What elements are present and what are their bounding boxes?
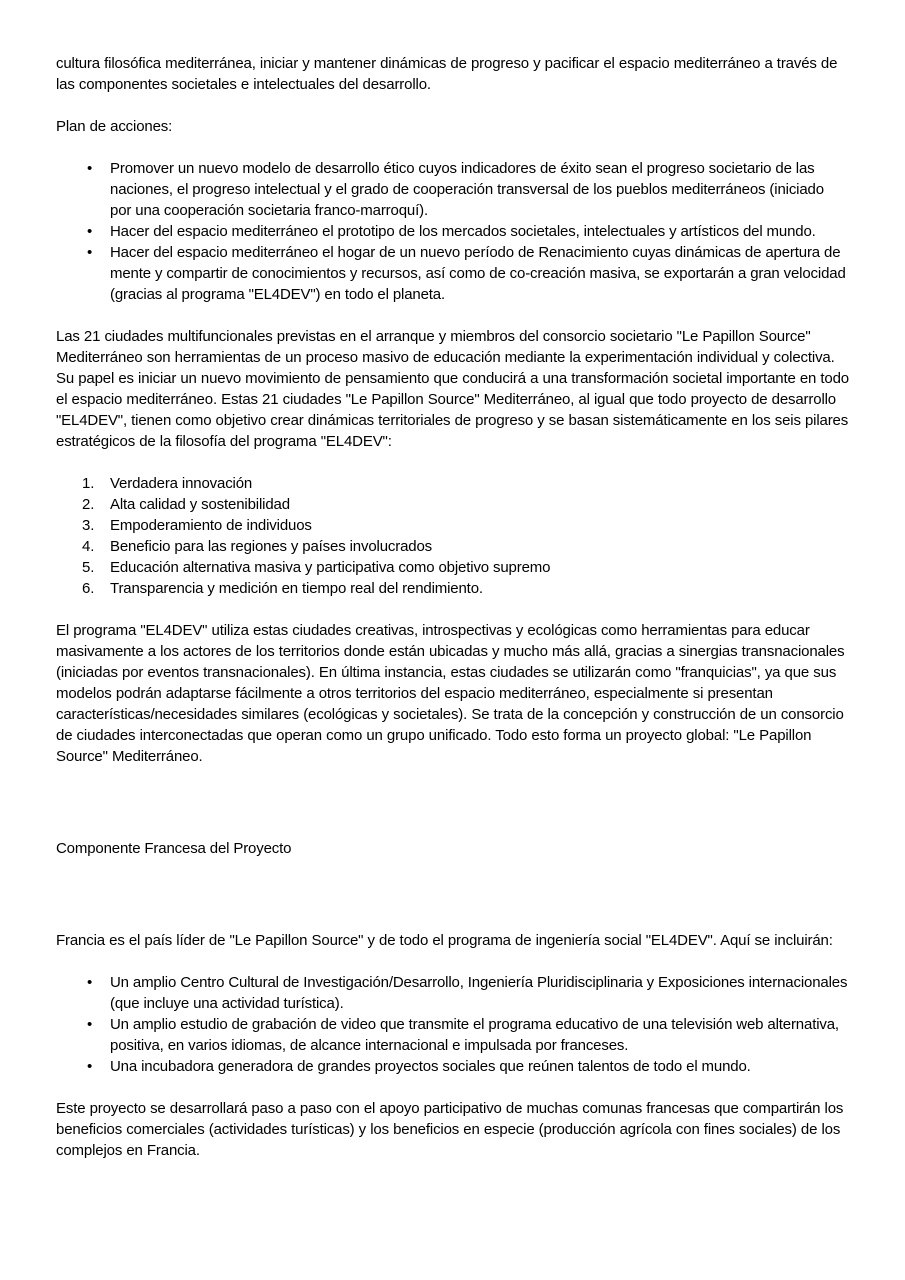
list-item-label: Beneficio para las regiones y países involucrados [110,538,433,555]
paragraph-francia-lider: Francia es el país líder de "Le Papillon Source" y de todo el programa de ingeniería social "EL4DEV". Aquí se incluirán: [56,932,833,949]
document-body [56,53,849,1161]
list-item [56,473,849,494]
list-item-label: Transparencia y medición en tiempo real del rendimiento. [110,580,483,597]
list-item [56,557,849,578]
list-item-label: Empoderamiento de individuos [110,517,312,534]
list-item [56,1014,849,1056]
list-item-number: 1. [82,475,95,492]
list-item-label: Una incubadora generadora de grandes proyectos sociales que reúnen talentos de todo el mundo. [110,1058,751,1075]
section-spacer [56,874,849,930]
paragraph-plan-de-acciones-label: Plan de acciones: [56,118,173,135]
list-item-label: Un amplio estudio de grabación de video que transmite el programa educativo de una televisión web alternativa, positiva, en varios idiomas, de alcance internacional e impulsada por franceses. [110,1016,839,1054]
paragraph-cierre: Este proyecto se desarrollará paso a paso con el apoyo participativo de muchas comunas francesas que compartirán los beneficios comerciales (actividades turísticas) y los beneficios en especie (producción agrícola con fines sociales) de los complejos en Francia. [56,1100,844,1159]
list-item [56,1056,849,1077]
list-item-label: Educación alternativa masiva y participativa como objetivo supremo [110,559,551,576]
section-spacer [56,767,849,823]
list-item-label: Promover un nuevo modelo de desarrollo ético cuyos indicadores de éxito sean el progreso societario de las naciones, el progreso intelectual y el grado de cooperación transversal de los pueblos mediterráneos (iniciado por una cooperación societaria franco-marroquí). [110,160,824,219]
paragraph-intro: cultura filosófica mediterránea, iniciar y mantener dinámicas de progreso y pacificar el espacio mediterráneo a través de las componentes societales e intelectuales del desarrollo. [56,55,838,93]
list-item-number: 6. [82,580,95,597]
paragraph-spacer [56,1077,849,1098]
paragraph-spacer [56,452,849,473]
list-item-label: Hacer del espacio mediterráneo el hogar de un nuevo período de Renacimiento cuyas dinámicas de apertura de mente y compartir de conocimientos y recursos, así como de co-creación masiva, se exportarán a gran velocidad (gracias al programa "EL4DEV") en todo el planeta. [110,244,846,303]
list-item-label: Alta calidad y sostenibilidad [110,496,290,513]
list-item [56,221,849,242]
list-item [56,972,849,1014]
bullet-icon: • [87,974,93,991]
list-item-label: Un amplio Centro Cultural de Investigación/Desarrollo, Ingeniería Pluridisciplinaria y Exposiciones internacionales (que incluye una actividad turística). [110,974,848,1012]
paragraph-spacer [56,95,849,116]
bullet-icon: • [87,1058,93,1075]
bullet-icon: • [87,1016,93,1033]
list-item-number: 4. [82,538,95,555]
list-item-number: 2. [82,496,95,513]
numbered-list-pilares [56,473,849,599]
paragraph-ciudades-multifuncionales: Las 21 ciudades multifuncionales previstas en el arranque y miembros del consorcio societario "Le Papillon Source" Mediterráneo son herramientas de un proceso masivo de educación mediante la experimentación individual y colectiva. Su papel es iniciar un nuevo movimiento de pensamiento que conducirá a una transformación societal importante en todo el espacio mediterráneo. Estas 21 ciudades "Le Papillon Source" Mediterráneo, al igual que todo proyecto de desarrollo "EL4DEV", tienen como objetivo crear dinámicas territoriales de progreso y se basan sistemáticamente en los seis pilares estratégicos de la filosofía del programa "EL4DEV": [56,328,849,450]
list-item-number: 3. [82,517,95,534]
list-item [56,158,849,221]
paragraph-spacer [56,951,849,972]
paragraph-spacer [56,305,849,326]
list-item [56,515,849,536]
bullet-list-francia [56,972,849,1077]
paragraph-spacer [56,599,849,620]
bullet-icon: • [87,244,93,261]
bullet-icon: • [87,223,93,240]
list-item-label: Hacer del espacio mediterráneo el prototipo de los mercados societales, intelectuales y artísticos del mundo. [110,223,816,240]
paragraph-spacer [56,137,849,158]
bullet-icon: • [87,160,93,177]
list-item [56,242,849,305]
list-item [56,536,849,557]
list-item [56,494,849,515]
list-item [56,578,849,599]
heading-componente-francesa: Componente Francesa del Proyecto [56,840,292,857]
list-item-label: Verdadera innovación [110,475,253,492]
paragraph-programa-el4dev: El programa "EL4DEV" utiliza estas ciudades creativas, introspectivas y ecológicas como herramientas para educar masivamente a los actores de los territorios donde están ubicadas y mucho más allá, gracias a sinergias transnacionales (iniciadas por eventos transnacionales). En última instancia, estas ciudades se utilizarán como "franquicias", ya que sus modelos podrán adaptarse fácilmente a otros territorios del espacio mediterráneo, especialmente si presentan características/necesidades similares (ecológicas y societales). Se trata de la concepción y construcción de un consorcio de ciudades interconectadas que operan como un grupo unificado. Todo esto forma un proyecto global: "Le Papillon Source" Mediterráneo. [56,622,845,765]
bullet-list-acciones [56,158,849,305]
list-item-number: 5. [82,559,95,576]
